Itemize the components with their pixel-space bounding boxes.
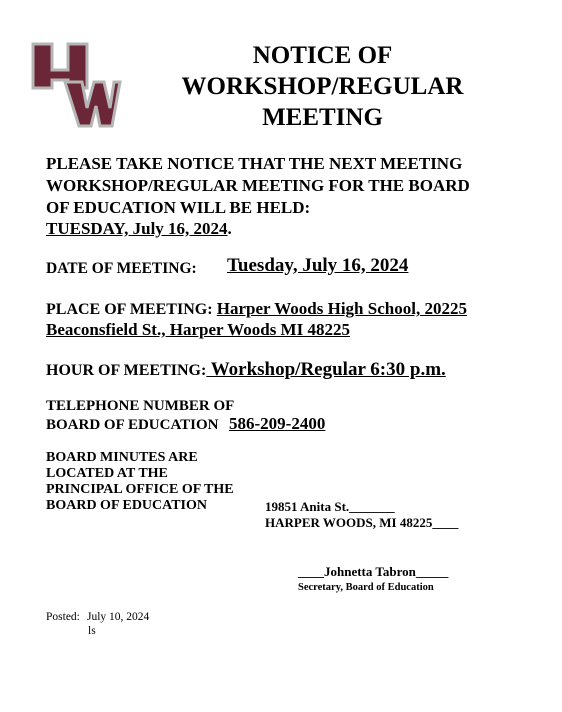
place-label: PLACE OF MEETING:	[46, 301, 213, 318]
title-line-2: WORKSHOP/REGULAR	[181, 73, 464, 100]
posted-label: Posted:	[46, 611, 80, 623]
notice-line-3: OF EDUCATION WILL BE HELD:	[46, 198, 311, 217]
place-row	[46, 298, 467, 320]
place-value-line1: Harper Woods High School, 20225	[216, 299, 467, 318]
minutes-address-line2: HARPER WOODS, MI 48225____	[265, 515, 459, 530]
notice-line-1: PLEASE TAKE NOTICE THAT THE NEXT MEETING	[46, 154, 463, 173]
posted-date: July 10, 2024	[87, 611, 150, 623]
date-label: DATE OF MEETING:	[46, 260, 197, 277]
notice-date	[46, 218, 232, 239]
telephone-label-line2: BOARD OF EDUCATION	[46, 417, 219, 433]
minutes-label-line2: LOCATED AT THE	[46, 466, 168, 481]
notice-date-suffix: .	[227, 219, 232, 238]
notice-line-2: WORKSHOP/REGULAR MEETING FOR THE BOARD	[46, 176, 470, 195]
telephone-label-line1: TELEPHONE NUMBER OF	[46, 398, 235, 414]
page-title	[150, 40, 495, 133]
telephone-value: 586-209-2400	[229, 414, 326, 433]
place-value-line2: Beaconsfield St., Harper Woods MI 48225	[46, 320, 350, 339]
signature-name: ____Johnetta Tabron_____	[298, 564, 449, 579]
notice-date-value: TUESDAY, July 16, 2024	[46, 219, 228, 238]
hour-value: Workshop/Regular 6:30 p.m.	[206, 359, 446, 380]
hw-logo	[30, 40, 122, 128]
minutes-label-line4: BOARD OF EDUCATION	[46, 498, 208, 513]
hour-label: HOUR OF MEETING:	[46, 362, 207, 379]
hour-row	[46, 359, 446, 381]
minutes-address-line1: 19851 Anita St._______	[265, 499, 395, 514]
title-line-3: MEETING	[262, 104, 383, 131]
date-value: Tuesday, July 16, 2024	[227, 255, 409, 276]
title-line-1: NOTICE OF	[252, 42, 393, 69]
posted-initials: ls	[88, 625, 96, 637]
minutes-label-line3: PRINCIPAL OFFICE OF THE	[46, 482, 234, 497]
signature-title: Secretary, Board of Education	[298, 582, 434, 593]
minutes-label-line1: BOARD MINUTES ARE	[46, 450, 198, 465]
